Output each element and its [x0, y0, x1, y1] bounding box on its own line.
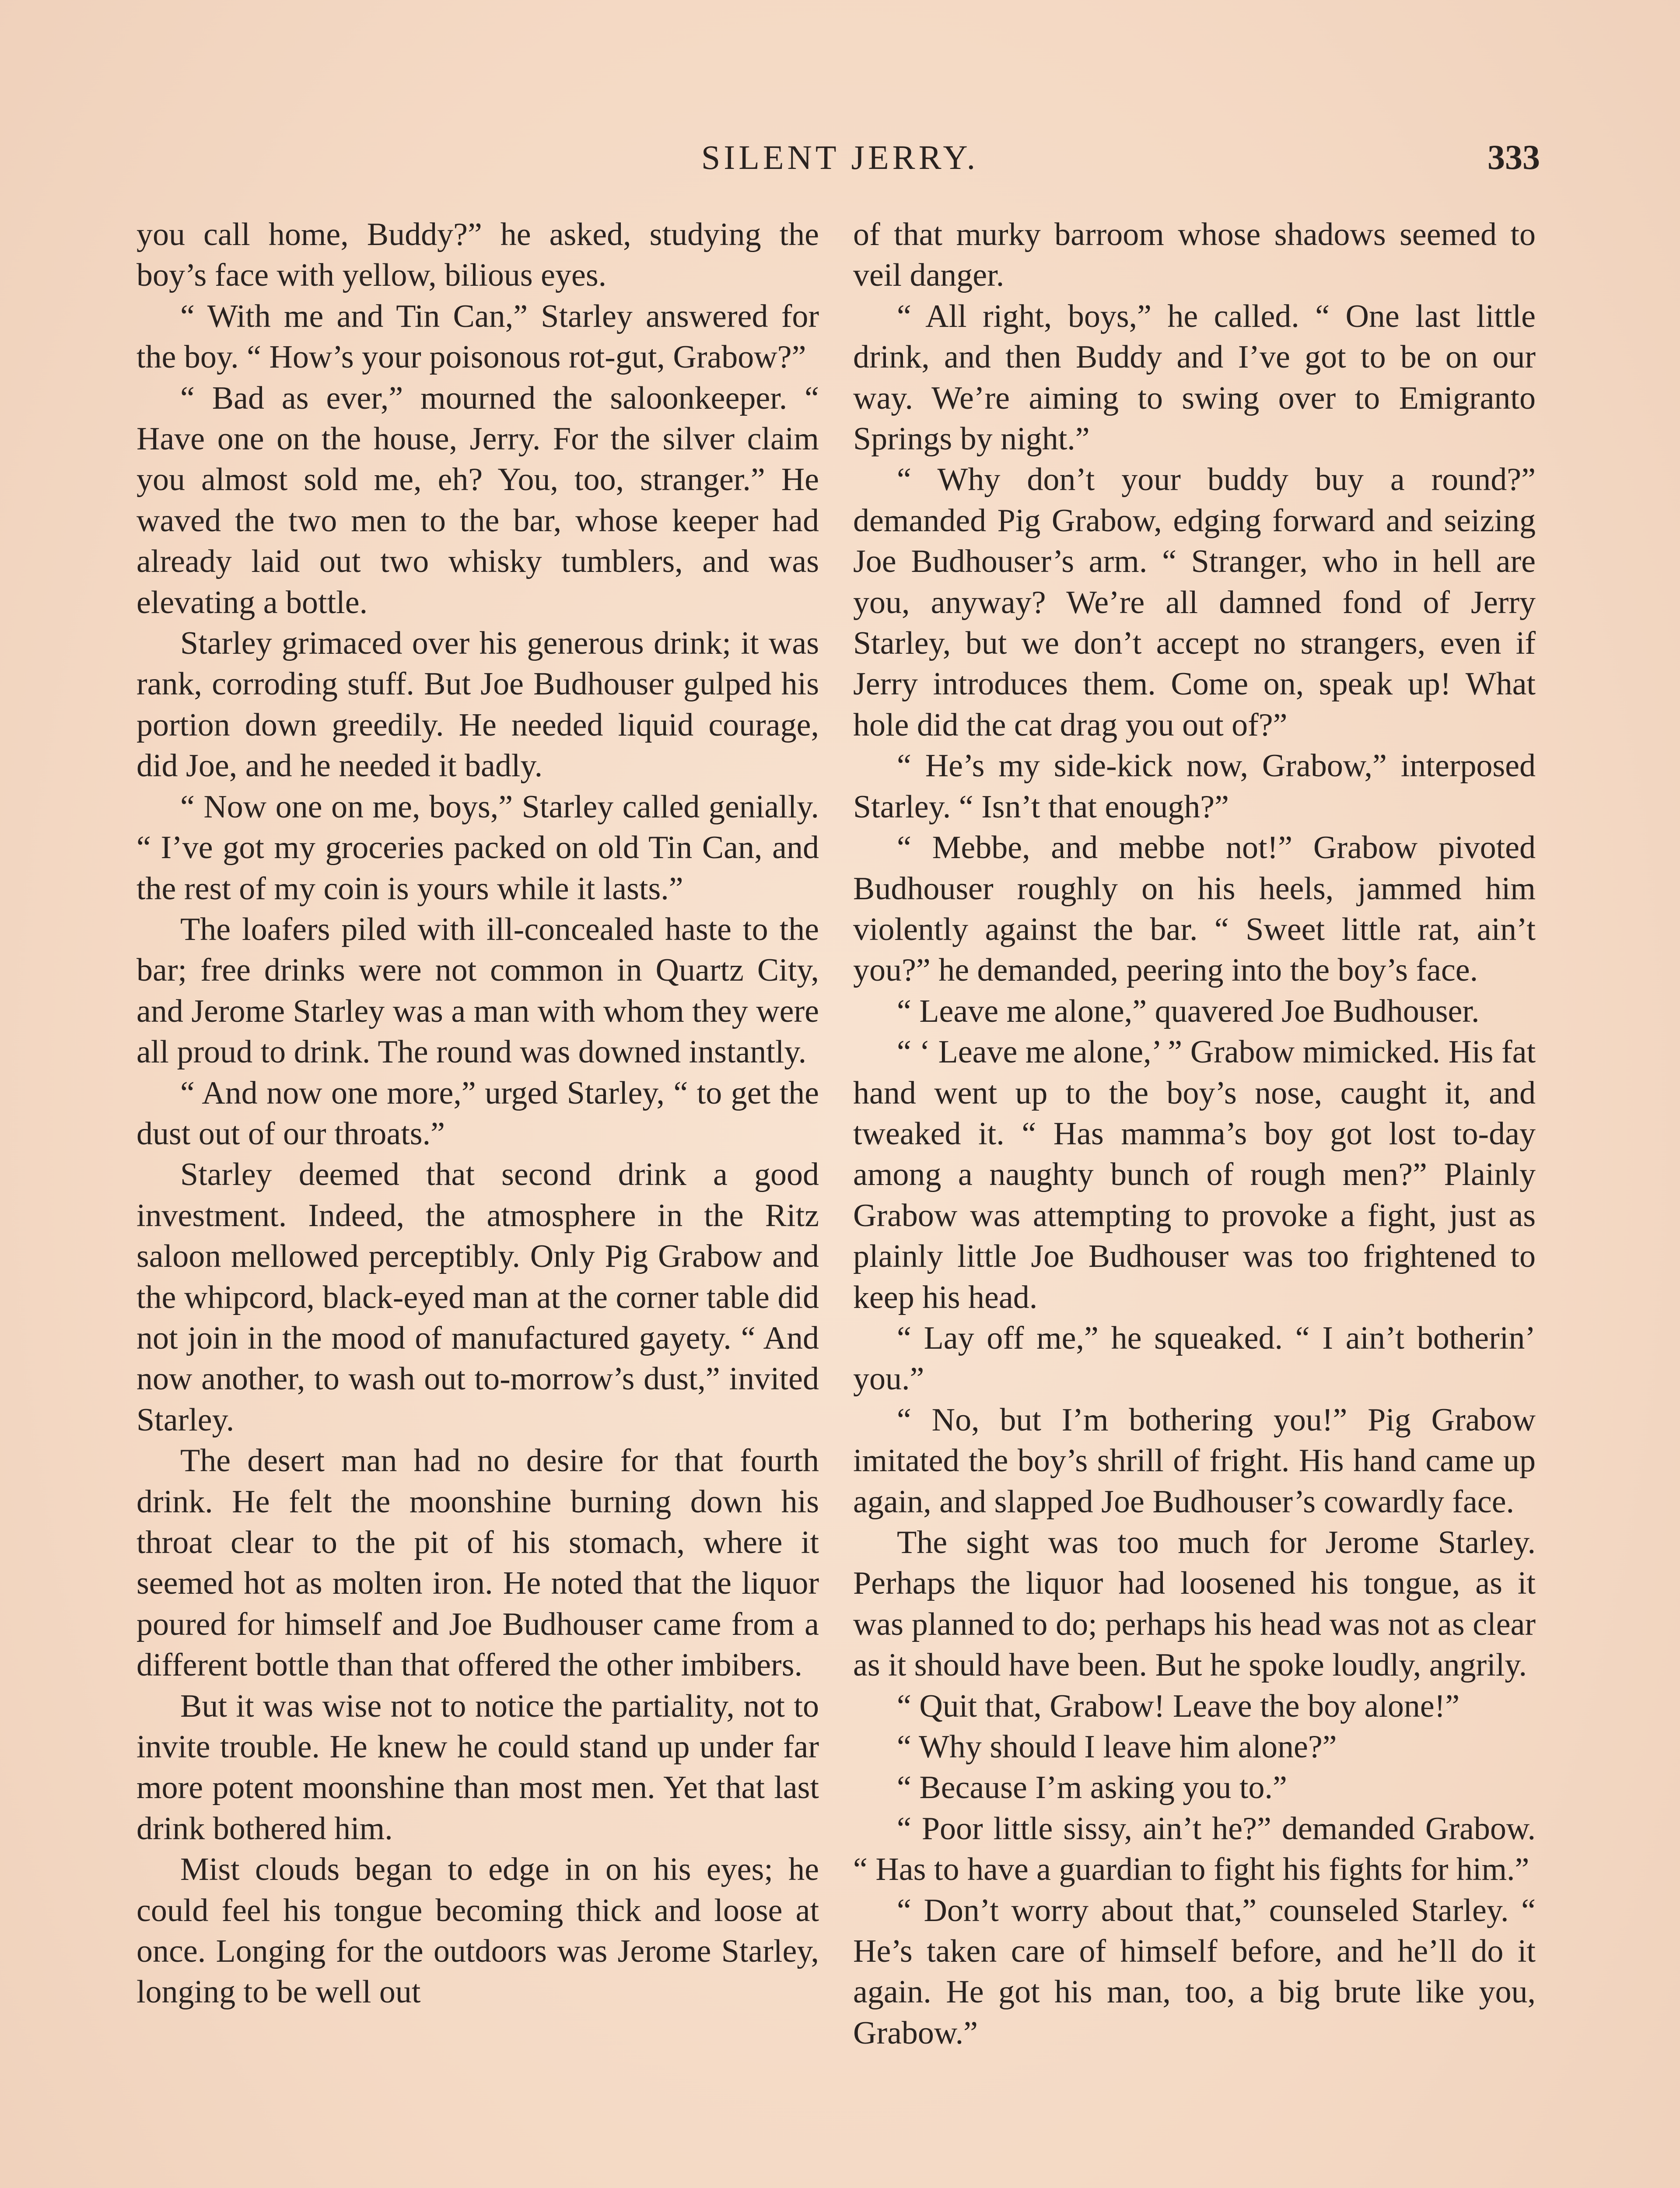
paragraph: “ Don’t worry about that,” counseled Starley. “ He’s taken care of himself before, and he’ll do it again. He got his man, too, a big brute like you, Grabow.”	[853, 1892, 1536, 2051]
paragraph: The sight was too much for Jerome Starley. Perhaps the liquor had loosened his tongue, as it was planned to do; perhaps his head was not as clear as it should have been. But he spoke loudly, angrily.	[853, 1525, 1536, 1683]
paragraph: “ No, but I’m bothering you!” Pig Grabow imitated the boy’s shrill of fright. His hand came up again, and slapped Joe Budhouser’s cowardly face.	[853, 1402, 1536, 1520]
paragraph: “ Because I’m asking you to.”	[897, 1770, 1287, 1806]
right-column	[853, 214, 1536, 2054]
paragraph: “ Quit that, Grabow! Leave the boy alone!”	[897, 1688, 1460, 1724]
paragraph: “ Bad as ever,” mourned the saloonkeeper. “ Have one on the house, Jerry. For the silver claim you almost sold me, eh? You, too, stranger.” He waved the two men to the bar, whose keeper had already laid out two whisky tumblers, and was elevating a bottle.	[136, 380, 819, 621]
paragraph: “ ‘ Leave me alone,’ ” Grabow mimicked. His fat hand went up to the boy’s nose, caught it, and tweaked it. “ Has mamma’s boy got lost to-day among a naughty bunch of rough men?” Plainly Grabow was attempting to provoke a fight, just as plainly little Joe Budhouser was too frightened to keep his head.	[853, 1034, 1536, 1315]
paragraph: you call home, Buddy?” he asked, studying the boy’s face with yellow, bilious eyes.	[136, 217, 819, 294]
running-title: SILENT JERRY.	[701, 138, 979, 176]
paragraph: “ Leave me alone,” quavered Joe Budhouser.	[897, 993, 1480, 1029]
paragraph: “ And now one more,” urged Starley, “ to get the dust out of our throats.”	[136, 1075, 819, 1152]
left-column	[136, 214, 819, 2013]
paragraph: “ Mebbe, and mebbe not!” Grabow pivoted Budhouser roughly on his heels, jammed him violently against the bar. “ Sweet little rat, ain’t you?” he demanded, peering into the boy’s face.	[853, 830, 1536, 989]
paragraph: “ With me and Tin Can,” Starley answered for the boy. “ How’s your poisonous rot-gut, Grabow?”	[136, 298, 819, 375]
paragraph: The desert man had no desire for that fourth drink. He felt the moonshine burning down his throat clear to the pit of his stomach, where it seemed hot as molten iron. He noted that the liquor poured for himself and Joe Budhouser came from a different bottle than that offered the other imbibers.	[136, 1443, 819, 1683]
paragraph: The loafers piled with ill-concealed haste to the bar; free drinks were not common in Quartz City, and Jerome Starley was a man with whom they were all proud to drink. The round was downed instantly.	[136, 911, 819, 1070]
paragraph: “ Why should I leave him alone?”	[897, 1729, 1337, 1765]
paragraph: “ All right, boys,” he called. “ One last little drink, and then Buddy and I’ve got to be on our way. We’re aiming to swing over to Emigranto Springs by night.”	[853, 298, 1536, 457]
paragraph: “ Why don’t your buddy buy a round?” demanded Pig Grabow, edging forward and seizing Joe Budhouser’s arm. “ Stranger, who in hell are you, anyway? We’re all damned fond of Jerry Starley, but we don’t accept no strangers, even if Jerry introduces them. Come on, speak up! What hole did the cat drag you out of?”	[853, 462, 1536, 743]
paragraph: But it was wise not to notice the partiality, not to invite trouble. He knew he could stand up under far more potent moonshine than most men. Yet that last drink bothered him.	[136, 1688, 819, 1847]
paragraph: “ Poor little sissy, ain’t he?” demanded Grabow. “ Has to have a guardian to fight his fights for him.”	[853, 1810, 1536, 1888]
page-header	[140, 131, 1540, 184]
paragraph: of that murky barroom whose shadows seemed to veil danger.	[853, 217, 1536, 294]
paragraph: Starley grimaced over his generous drink; it was rank, corroding stuff. But Joe Budhouser gulped his portion down greedily. He needed liquid courage, did Joe, and he needed it badly.	[136, 625, 819, 784]
paragraph: Mist clouds began to edge in on his eyes; he could feel his tongue becoming thick and loose at once. Longing for the outdoors was Jerome Starley, longing to be well out	[136, 1851, 819, 2010]
paragraph: “ Now one on me, boys,” Starley called genially. “ I’ve got my groceries packed on old Tin Can, and the rest of my coin is yours while it lasts.”	[136, 789, 819, 907]
paragraph: Starley deemed that second drink a good investment. Indeed, the atmosphere in the Ritz saloon mellowed perceptibly. Only Pig Grabow and the whipcord, black-eyed man at the corner table did not join in the mood of manufactured gayety. “ And now another, to wash out to-morrow’s dust,” invited Starley.	[136, 1157, 819, 1438]
paragraph: “ He’s my side-kick now, Grabow,” interposed Starley. “ Isn’t that enough?”	[853, 748, 1536, 825]
page-number: 333	[1488, 138, 1540, 177]
paragraph: “ Lay off me,” he squeaked. “ I ain’t botherin’ you.”	[853, 1320, 1536, 1397]
